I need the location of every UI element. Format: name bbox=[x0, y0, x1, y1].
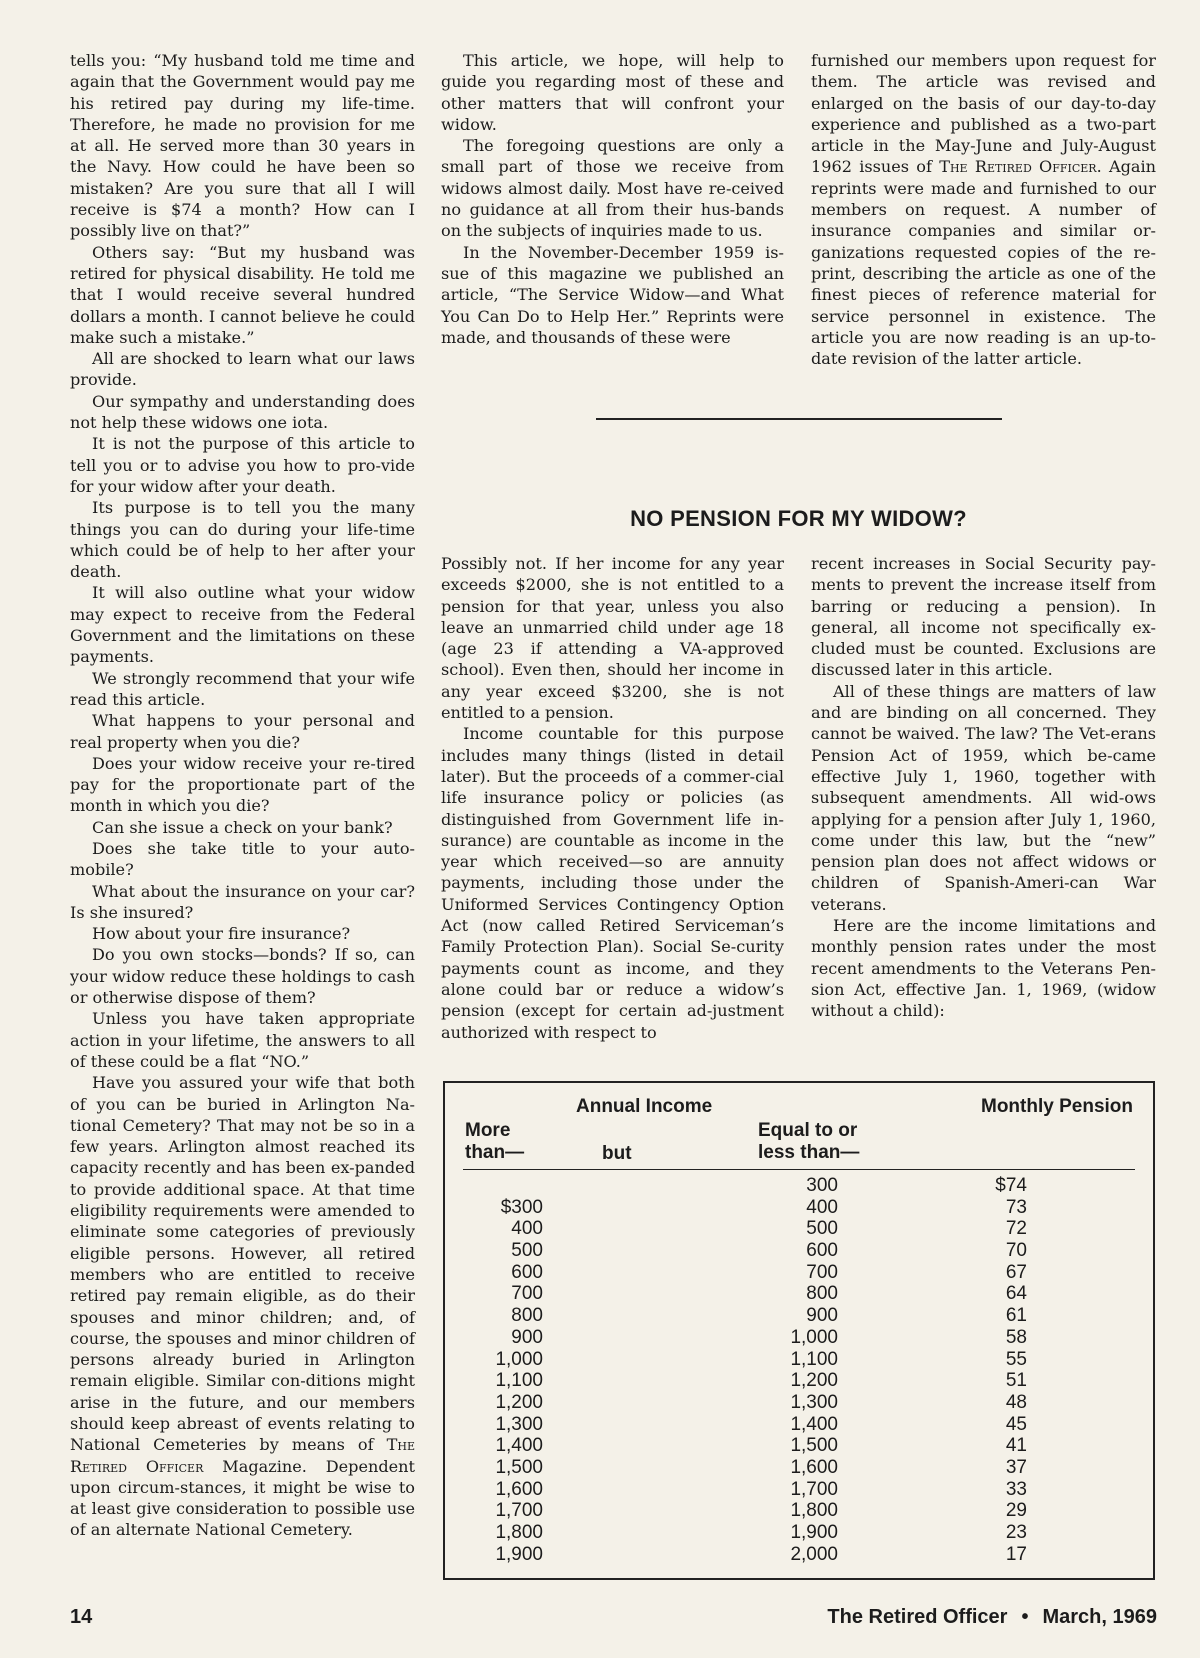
cell-equal-or-less: 1,100 bbox=[790, 1348, 838, 1370]
magazine-name: The Retired Officer bbox=[70, 1435, 415, 1476]
table-row bbox=[445, 1457, 1153, 1479]
cell-more-than: 1,600 bbox=[495, 1478, 543, 1500]
article-column-right bbox=[811, 50, 1156, 369]
cell-equal-or-less: 500 bbox=[806, 1218, 838, 1240]
header-equal-or-less: Equal to or less than— bbox=[758, 1120, 860, 1163]
paragraph: Its purpose is to tell you the many things you can do during your life-time which could be of help to her after your death. bbox=[70, 498, 415, 582]
cell-monthly-pension: 55 bbox=[1005, 1348, 1027, 1370]
cell-more-than: 600 bbox=[511, 1261, 543, 1283]
table-row bbox=[445, 1370, 1153, 1392]
paragraph: This article, we hope, will help to guide you regarding most of these and other matters that will confront your widow. bbox=[441, 51, 784, 134]
paragraph: All are shocked to learn what our laws provide. bbox=[70, 349, 415, 390]
cell-equal-or-less: 800 bbox=[806, 1283, 838, 1305]
cell-equal-or-less: 1,000 bbox=[790, 1326, 838, 1348]
paragraph: tells you: “My husband told me time and again that the Government would pay me his retired pay during my life-time. Therefore, he made no provision for me at all. He served more than 30 years in the Navy. How could he have been so mistaken? Are you sure that all I will receive is $74 a month? How can I possibly live on that?” bbox=[70, 51, 415, 241]
table-row bbox=[445, 1435, 1153, 1457]
page-number: 14 bbox=[70, 1606, 93, 1628]
header-monthly-pension: Monthly Pension bbox=[981, 1096, 1133, 1117]
cell-more-than: 1,300 bbox=[495, 1413, 543, 1435]
paragraph: Here are the income limitations and monthly pension rates under the most recent amendments to the Veterans Pen-sion Act, effective Jan. 1, 1969, (widow without a child): bbox=[811, 916, 1156, 1021]
cell-equal-or-less: 1,700 bbox=[790, 1478, 838, 1500]
cell-more-than: 1,800 bbox=[495, 1522, 543, 1543]
table-row bbox=[445, 1240, 1153, 1262]
cell-more-than: 1,900 bbox=[495, 1543, 543, 1565]
paragraph: It is not the purpose of this article to tell you or to advise you how to pro-vide for your widow after your death. bbox=[70, 434, 415, 496]
cell-monthly-pension: 70 bbox=[1005, 1240, 1027, 1262]
paragraph: Possibly not. If her income for any year exceeds $2000, she is not entitled to a pension for that year, unless you also leave an unmarried child under age 18 (age 23 if attending a VA-approved school). Even then, should her income in any year exceed $3200, she is not entitled to a pension. bbox=[441, 554, 784, 723]
cell-more-than: 700 bbox=[511, 1283, 543, 1305]
paragraph: Does she take title to your auto-mobile? bbox=[70, 838, 415, 880]
table-row bbox=[445, 1349, 1153, 1371]
cell-equal-or-less: 900 bbox=[806, 1305, 838, 1327]
section-column-right bbox=[811, 553, 1156, 1022]
table-row bbox=[445, 1522, 1153, 1544]
paragraph: Have you assured your wife that both of you can be buried in Arlington Na-tional Cemetery? That may not be so in a few years. Arlington almost reached its capacity recently and has been ex-panded to provide additional space. At that time eligibility requirements were amended to eliminate some categories of previously eligible persons. However, all retired members who are entitled to receive retired pay remain eligible, as do their spouses and minor children; and, of course, the spouses and minor children of persons already buried in Arlington remain eligible. Similar con-ditions might arise in the future, and our members should keep abreast of events relating to National Cemeteries by means of The Retired Officer Magazine. Dependent upon circum-stances, it might be wise to at least give consideration to possible use of an alternate National Cemetery. bbox=[70, 1073, 415, 1540]
table-row bbox=[445, 1327, 1153, 1349]
table-row bbox=[445, 1544, 1153, 1566]
cell-equal-or-less: 1,200 bbox=[790, 1370, 838, 1392]
paragraph: Our sympathy and understanding does not help these widows one iota. bbox=[70, 391, 415, 433]
cell-monthly-pension: 45 bbox=[1005, 1413, 1027, 1435]
table-row bbox=[445, 1305, 1153, 1327]
header-annual-income: Annual Income bbox=[576, 1096, 713, 1117]
table-row bbox=[445, 1175, 1153, 1197]
cell-more-than: 400 bbox=[511, 1218, 543, 1240]
cell-monthly-pension: 51 bbox=[1005, 1370, 1027, 1392]
bullet-separator: • bbox=[1021, 1606, 1029, 1628]
paragraph: Does your widow receive your re-tired pay for the proportionate part of the month in which you die? bbox=[70, 753, 415, 816]
header-but: but bbox=[602, 1143, 632, 1164]
cell-monthly-pension: 64 bbox=[1005, 1283, 1027, 1305]
cell-equal-or-less: 300 bbox=[806, 1175, 838, 1196]
cell-monthly-pension: 48 bbox=[1005, 1391, 1027, 1413]
cell-more-than: 1,500 bbox=[495, 1456, 543, 1478]
cell-equal-or-less: 2,000 bbox=[790, 1543, 838, 1565]
header-rule bbox=[463, 1169, 1135, 1170]
table-row bbox=[445, 1197, 1153, 1219]
cell-monthly-pension: 37 bbox=[1005, 1456, 1027, 1478]
footer-publication bbox=[827, 1606, 1157, 1629]
cell-more-than: 800 bbox=[511, 1305, 543, 1327]
paragraph: Others say: “But my husband was retired for physical disability. He told me that I would receive several hundred dollars a month. I cannot believe he could make such a mistake.” bbox=[70, 242, 415, 347]
paragraph: How about your fire insurance? bbox=[92, 924, 351, 944]
paragraph: furnished our members upon request for them. The article was revised and enlarged on the basis of our day-to-day experience and published as a two-part article in the May-June and July-August 1962 issues of The Retired Officer. Again reprints were made and furnished to our members on request. A number of insurance companies and similar or-ganizations requested copies of the re-print, describing the article as one of the finest pieces of reference material for service personnel in existence. The article you are now reading is an up-to-date revision of the latter article. bbox=[811, 51, 1156, 369]
paragraph: Do you own stocks—bonds? If so, can your widow reduce these holdings to cash or otherwise dispose of them? bbox=[70, 945, 415, 1008]
cell-monthly-pension: 73 bbox=[1005, 1196, 1027, 1218]
cell-monthly-pension: 58 bbox=[1005, 1326, 1027, 1348]
section-heading: NO PENSION FOR MY WIDOW? bbox=[630, 506, 967, 531]
section-column-left bbox=[441, 553, 784, 1043]
cell-monthly-pension: 29 bbox=[1005, 1500, 1027, 1522]
section-divider bbox=[596, 418, 1002, 420]
paragraph: What happens to your personal and real property when you die? bbox=[70, 711, 415, 752]
cell-equal-or-less: 700 bbox=[806, 1261, 838, 1283]
cell-equal-or-less: 600 bbox=[806, 1240, 838, 1262]
paragraph: In the November-December 1959 is-sue of this magazine we published an article, “The Service Widow—and What You Can Do to Help Her.” Reprints were made, and thousands of these were bbox=[441, 242, 784, 347]
paragraph: It will also outline what your widow may expect to receive from the Federal Government and the limitations on these payments. bbox=[70, 583, 415, 667]
paragraph: We strongly recommend that your wife read this article. bbox=[70, 668, 415, 709]
cell-monthly-pension: 72 bbox=[1005, 1218, 1027, 1240]
cell-more-than: 900 bbox=[511, 1326, 543, 1348]
issue-date: March, 1969 bbox=[1042, 1606, 1157, 1628]
cell-monthly-pension: 33 bbox=[1005, 1478, 1027, 1500]
cell-more-than: 1,700 bbox=[495, 1500, 543, 1522]
paragraph: All of these things are matters of law and are binding on all concerned. They cannot be waived. The law? The Vet-erans Pension Act of 1959, which be-came effective July 1, 1960, together with subsequent amendments. All wid-ows applying for a pension after July 1, 1960, come under this law, but the “new” pension plan does not affect widows or children of Spanish-Ameri-can War veterans. bbox=[811, 681, 1156, 914]
paragraph: Income countable for this purpose includes many things (listed in detail later). But the proceeds of a commer-cial life insurance policy or policies (as distinguished from Government life in-surance) are countable as income in the year which received—so are annuity payments, including those under the Uniformed Services Contingency Option Act (now called Retired Serviceman’s Family Protection Plan). Social Se-curity payments count as income, and they alone could bar or reduce a widow’s pension (except for certain ad-justment authorized with respect to bbox=[441, 724, 784, 1042]
cell-more-than: $300 bbox=[500, 1196, 543, 1218]
header-more-than: More than— bbox=[465, 1120, 525, 1163]
paragraph: Can she issue a check on your bank? bbox=[92, 817, 393, 837]
cell-monthly-pension: 61 bbox=[1005, 1305, 1027, 1327]
table-row bbox=[445, 1262, 1153, 1284]
paragraph: What about the insurance on your car? Is she insured? bbox=[70, 881, 415, 922]
cell-equal-or-less: 1,800 bbox=[790, 1500, 838, 1522]
cell-monthly-pension: 17 bbox=[1005, 1543, 1027, 1565]
cell-equal-or-less: 1,300 bbox=[790, 1391, 838, 1413]
table-row bbox=[445, 1414, 1153, 1436]
cell-equal-or-less: 1,600 bbox=[790, 1456, 838, 1478]
cell-more-than: 1,200 bbox=[495, 1391, 543, 1413]
magazine-name: The Retired Officer. bbox=[939, 157, 1102, 177]
table-body bbox=[445, 1175, 1153, 1565]
article-column-left bbox=[70, 50, 415, 1541]
table-row bbox=[445, 1479, 1153, 1501]
table-row bbox=[445, 1283, 1153, 1305]
paragraph: The foregoing questions are only a small part of those we receive from widows almost daily. Most have re-ceived no guidance at all from their hus-bands on the subjects of inquiries made to us. bbox=[441, 136, 784, 241]
article-column-middle bbox=[441, 50, 784, 348]
publication-name: The Retired Officer bbox=[827, 1606, 1008, 1628]
table-row bbox=[445, 1500, 1153, 1522]
pension-table bbox=[443, 1081, 1155, 1580]
cell-monthly-pension: 23 bbox=[1005, 1522, 1027, 1543]
cell-equal-or-less: 400 bbox=[806, 1196, 838, 1218]
cell-monthly-pension: 67 bbox=[1005, 1261, 1027, 1283]
cell-more-than: 1,000 bbox=[495, 1348, 543, 1370]
cell-equal-or-less: 1,500 bbox=[790, 1435, 838, 1457]
cell-equal-or-less: 1,900 bbox=[790, 1522, 838, 1543]
cell-monthly-pension: 41 bbox=[1005, 1435, 1027, 1457]
paragraph: recent increases in Social Security pay-ments to prevent the increase itself from barring or reducing a pension). In general, all income not specifically ex-cluded must be counted. Exclusions are discussed later in this article. bbox=[811, 554, 1156, 680]
table-row bbox=[445, 1218, 1153, 1240]
cell-more-than: 500 bbox=[511, 1240, 543, 1262]
paragraph: Unless you have taken appropriate action in your lifetime, the answers to all of these could be a flat “NO.” bbox=[70, 1009, 415, 1071]
cell-more-than: 1,400 bbox=[495, 1435, 543, 1457]
cell-equal-or-less: 1,400 bbox=[790, 1413, 838, 1435]
cell-monthly-pension: $74 bbox=[995, 1175, 1027, 1196]
cell-more-than: 1,100 bbox=[495, 1370, 543, 1392]
table-row bbox=[445, 1392, 1153, 1414]
